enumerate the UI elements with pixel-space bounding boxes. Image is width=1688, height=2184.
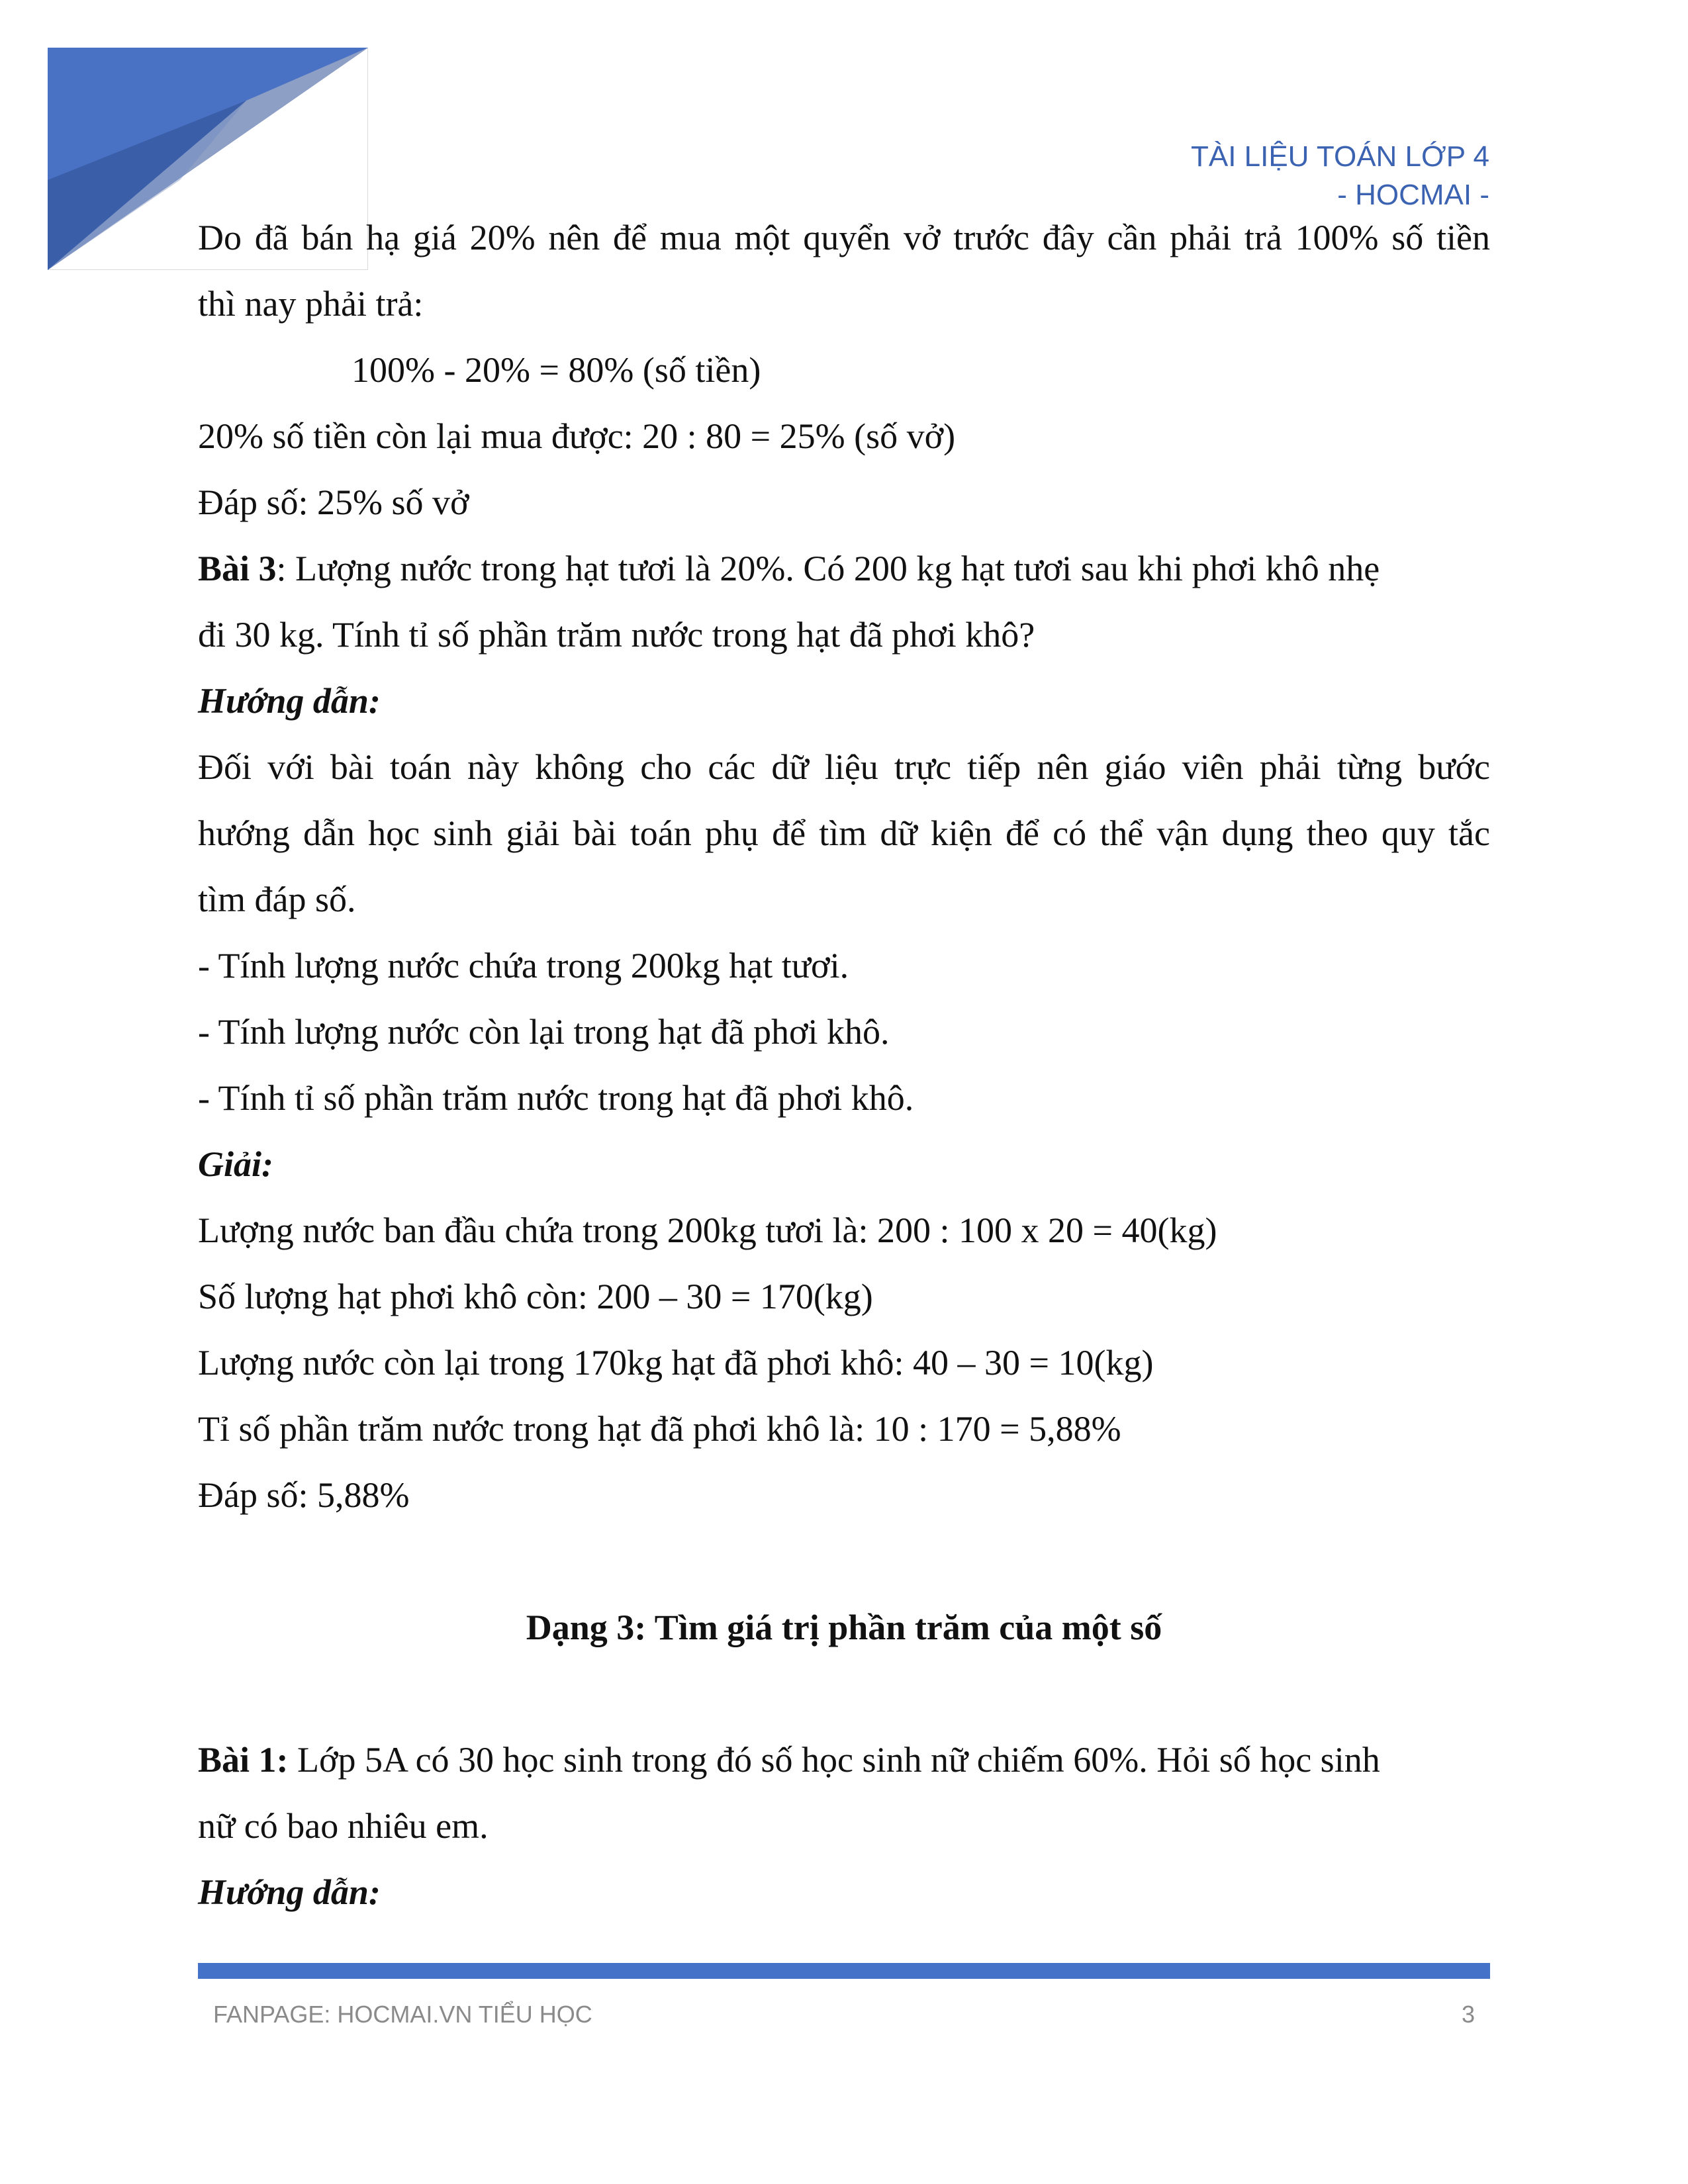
problem-3-label: Bài 3 — [198, 549, 277, 588]
solution-heading: Giải: — [198, 1144, 273, 1184]
guide-line: tìm đáp số. — [198, 880, 356, 919]
guide-heading: Hướng dẫn: — [198, 681, 381, 721]
problem-1-label: Bài 1: — [198, 1740, 289, 1780]
header-subtitle: - HOCMAI - — [1337, 179, 1489, 211]
guide-line: hướng dẫn học sinh giải bài toán phụ để tìm dữ kiện để có thể vận dụng theo quy tắc — [198, 813, 1490, 853]
solution-line: Tỉ số phần trăm nước trong hạt đã phơi khô là: 10 : 170 = 5,88% — [198, 1409, 1121, 1449]
problem-1-line-2: nữ có bao nhiêu em. — [198, 1806, 489, 1846]
solution-line: Lượng nước còn lại trong 170kg hạt đã phơi khô: 40 – 30 = 10(kg) — [198, 1343, 1154, 1383]
footer-fanpage: FANPAGE: HOCMAI.VN TIỂU HỌC — [213, 2001, 592, 2028]
header-title: TÀI LIỆU TOÁN LỚP 4 — [1190, 140, 1489, 173]
problem-1-text: Lớp 5A có 30 học sinh trong đó số học sinh nữ chiếm 60%. Hỏi số học sinh — [288, 1740, 1380, 1780]
guide-line: Đối với bài toán này không cho các dữ liệu trực tiếp nên giáo viên phải từng bước — [198, 747, 1490, 787]
answer-line: Đáp số: 5,88% — [198, 1475, 410, 1515]
footer-divider — [198, 1963, 1490, 1979]
problem-3-line-2: đi 30 kg. Tính tỉ số phần trăm nước trong hạt đã phơi khô? — [198, 615, 1035, 655]
page-number: 3 — [1462, 2001, 1476, 2028]
section-heading: Dạng 3: Tìm giá trị phần trăm của một số — [526, 1608, 1162, 1647]
calculation-line: 20% số tiền còn lại mua được: 20 : 80 = 25% (số vở) — [198, 416, 956, 456]
problem-1-line-1 — [198, 1739, 1380, 1780]
problem-3-line-1 — [198, 548, 1380, 589]
document-header — [1191, 138, 1489, 214]
guide-step: - Tính lượng nước còn lại trong hạt đã phơi khô. — [198, 1012, 890, 1052]
answer-line: Đáp số: 25% số vở — [198, 482, 469, 522]
problem-3-text: : Lượng nước trong hạt tươi là 20%. Có 200 kg hạt tươi sau khi phơi khô nhẹ — [276, 549, 1380, 588]
guide-step: - Tính tỉ số phần trăm nước trong hạt đã phơi khô. — [198, 1078, 914, 1118]
paragraph-line: Do đã bán hạ giá 20% nên để mua một quyển vở trước đây cần phải trả 100% số tiền — [198, 218, 1490, 257]
paragraph-line: thì nay phải trả: — [198, 284, 424, 324]
calculation-line: 100% - 20% = 80% (số tiền) — [352, 350, 761, 390]
guide-heading: Hướng dẫn: — [198, 1872, 381, 1912]
solution-line: Lượng nước ban đầu chứa trong 200kg tươi là: 200 : 100 x 20 = 40(kg) — [198, 1210, 1217, 1250]
solution-line: Số lượng hạt phơi khô còn: 200 – 30 = 170(kg) — [198, 1277, 873, 1316]
guide-step: - Tính lượng nước chứa trong 200kg hạt tươi. — [198, 946, 849, 985]
